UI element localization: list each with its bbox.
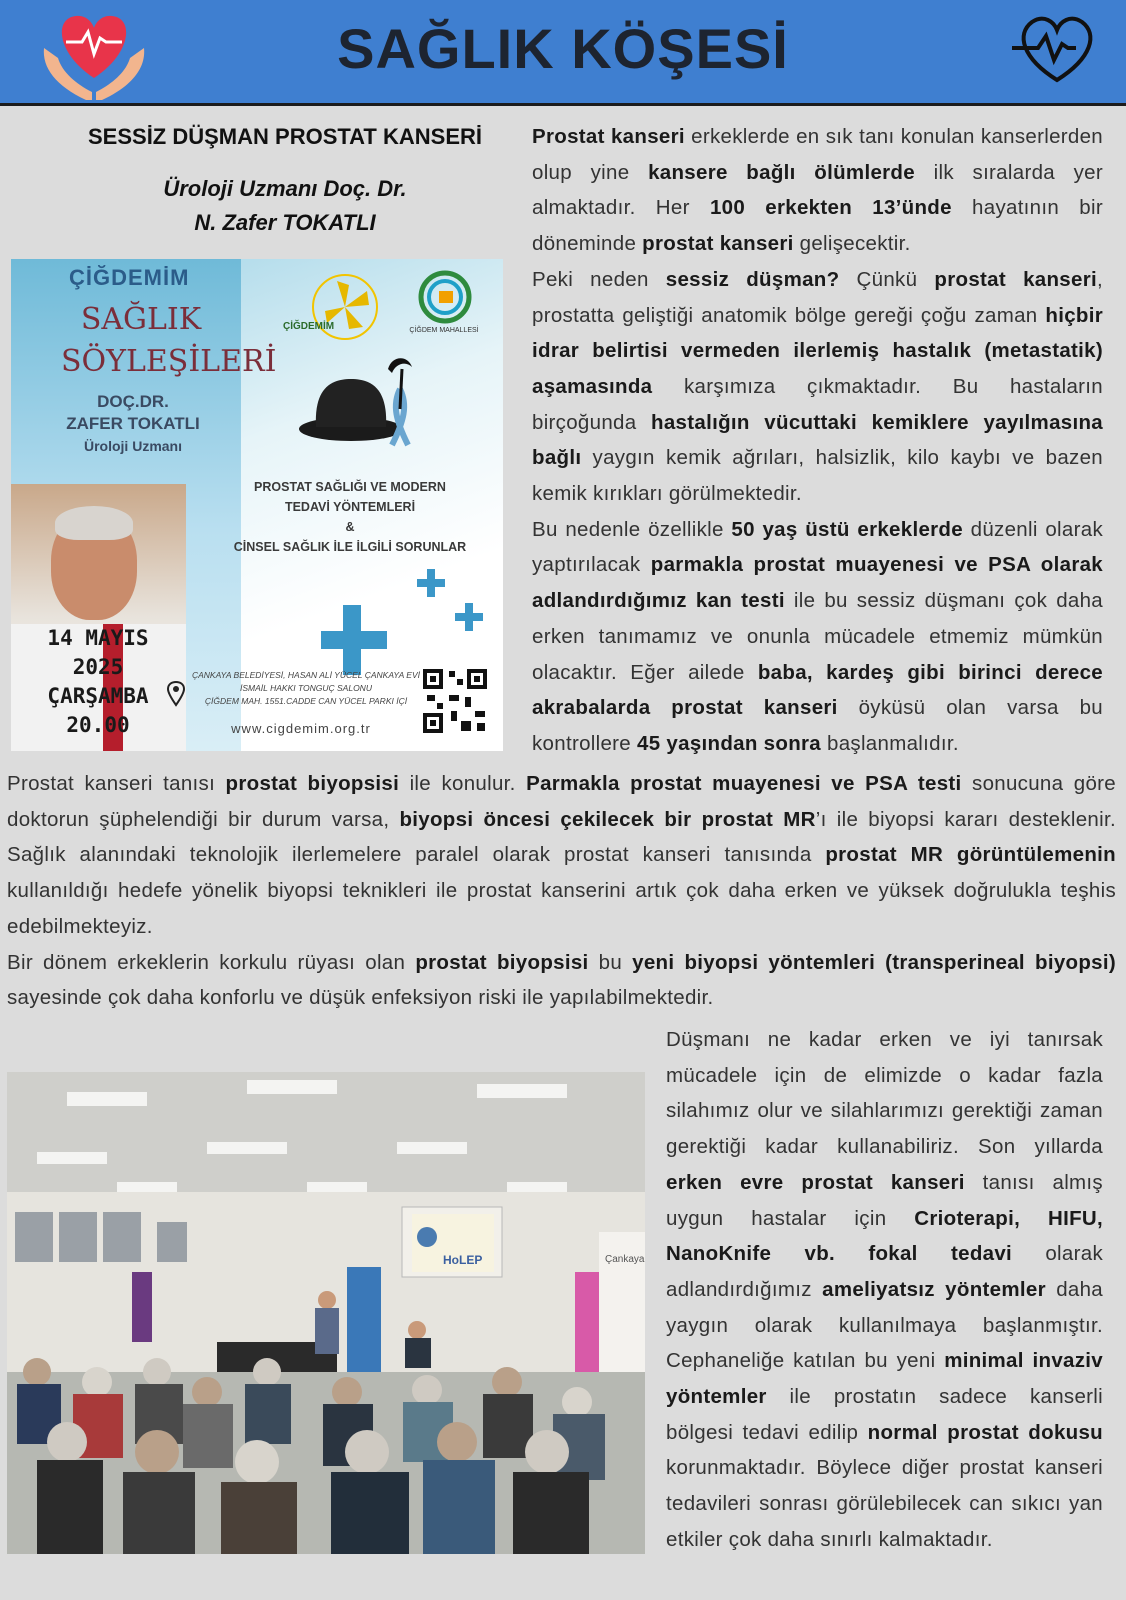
poster-speaker-role: Üroloji Uzmanı	[83, 438, 182, 454]
photo-hair	[55, 506, 133, 540]
author-title: Üroloji Uzmanı Doç. Dr.	[163, 176, 407, 201]
article-title: SESSİZ DÜŞMAN PROSTAT KANSERİ	[88, 124, 482, 149]
poster-topic-line1: PROSTAT SAĞLIĞI VE MODERN	[254, 480, 446, 494]
poster-series-line2: SÖYLEŞİLERİ	[61, 344, 277, 379]
location-pin-icon	[165, 681, 187, 707]
poster-venue-line3: ÇİĞDEM MAH. 1551.CADDE CAN YÜCEL PARKI İÇİ	[204, 696, 408, 706]
event-photo	[7, 1072, 645, 1554]
flower-icon	[283, 271, 383, 351]
heartbeat-heart-icon	[1012, 14, 1102, 86]
poster-topic-line2: TEDAVİ YÖNTEMLERİ	[284, 500, 416, 514]
poster-topic-amp: &	[345, 520, 355, 534]
poster-date-weekday: ÇARŞAMBA	[47, 684, 149, 708]
poster-topic	[225, 477, 475, 557]
poster-date	[13, 624, 183, 740]
cigdem-mahallesi-logo	[405, 269, 485, 349]
cigdem-mahallesi-label: ÇİĞDEM MAHALLESİ	[409, 327, 479, 334]
poster-speaker-title: DOÇ.DR.	[97, 392, 169, 411]
poster-series-line1: SAĞLIK	[80, 302, 202, 337]
diagnosis-section	[7, 766, 1116, 1016]
author-name: N. Zafer TOKATLI	[194, 210, 376, 235]
paragraph-6: Düşmanı ne kadar erken ve iyi tanırsak mücadele için de elimizde o kadar fazla silahımız olur ve silahlarımızı gerektiği zaman gerektiği kadar kullanabiliriz. Son yıllarda erken evre prostat kanseri tanısı almış uygun hastalar için Crioterapi, HIFU, NanoKnife vb. fokal tedavi olarak adlandırdığımız ameliyatsız yöntemler daha yaygın olarak kullanılmaya başlanmıştır. Cephaneliğe katılan bu yeni minimal invaziv yöntemler ile prostatın sadece kanserli bölgesi tedavi edilip normal prostat dokusu korunmaktadır. Böylece diğer prostat kanseri tedavileri sonrası görülebilecek can sıkıcı yan etkiler çok daha sınırlı kalmaktadır.	[666, 1028, 1103, 1551]
seminar-scene	[7, 1072, 645, 1554]
paragraph-1: Prostat kanseri erkeklerde en sık tanı konulan kanserlerden olup yine kansere bağlı ölümlerde ilk sıralarda yer almaktadır. Her 100 erkekten 13’ünde hayatının bir döneminde prostat kanseri gelişecektir.	[532, 125, 1104, 256]
cigdemim-logo	[283, 271, 383, 351]
qr-code-icon	[421, 667, 489, 735]
poster-date-time: 20.00	[66, 713, 130, 737]
header-band	[0, 0, 1126, 106]
poster-url: www.cigdemim.org.tr	[231, 721, 371, 736]
paragraph-4: Prostat kanseri tanısı prostat biyopsisi ile konulur. Parmakla prostat muayenesi ve PSA testi sonucuna göre doktorun şüphelendiği bir durum varsa, biyopsi öncesi çekilecek bir prostat MR’ı ile biyopsi kararı desteklenir. Sağlık alanındaki teknolojik ilerlemelere paralel olarak prostat kanseri tanısında prostat MR görüntülemenin kullanıldığı hedefe yönelik biyopsi teknikleri ile prostat kanserini artık çok daha erken ve yüksek doğrulukla teşhis edebilmekteyiz.	[7, 772, 1117, 938]
author-block	[20, 172, 550, 240]
neighborhood-icon	[405, 269, 485, 329]
poster-venue-line2: İSMAİL HAKKI TONGUÇ SALONU	[240, 683, 372, 693]
intro-column	[532, 119, 1103, 762]
screen-text: HoLEP	[443, 1253, 483, 1267]
poster-venue-line1: ÇANKAYA BELEDİYESİ, HASAN ALİ YÜCEL ÇANKAYA EVİ	[191, 670, 421, 680]
poster-series	[61, 299, 277, 383]
poster-date-day: 14 MAYIS	[47, 626, 149, 650]
cigdemim-logo-label: ÇİĞDEMİM	[283, 321, 335, 332]
paragraph-3: Bu nedenle özellikle 50 yaş üstü erkeklerde düzenli olarak yaptırılacak parmakla prostat muayenesi ve PSA olarak adlandırdığımız kan testi ile bu sessiz düşmanı çok daha erken tanımamız ve onunla mücadele etmemiz mümkün olacaktır. Eğer ailede baba, kardeş gibi birinci derece akrabalarda prostat kanseri öyküsü olan varsa bu kontrollere 45 yaşından sonra başlanmalıdır.	[532, 517, 1104, 755]
poster-speaker-name: ZAFER TOKATLI	[66, 414, 200, 433]
poster-venue	[191, 669, 421, 708]
poster-org: ÇİĞDEMİM	[69, 265, 190, 290]
event-poster	[11, 259, 503, 751]
bowler-hat-ribbon-icon	[296, 349, 426, 459]
banner-text: Çankaya	[605, 1254, 645, 1265]
poster-topic-line3: CİNSEL SAĞLIK İLE İLGİLİ SORUNLAR	[233, 540, 467, 554]
poster-date-year: 2025	[72, 655, 124, 679]
poster-speaker	[33, 391, 233, 457]
paragraph-2: Peki neden sessiz düşman? Çünkü prostat kanseri, prostatta geliştiği anatomik bölge gereği çoğu zaman hiçbir idrar belirtisi vermeden ilerlemiş hastalık (metastatik) aşamasında karşımıza çıkmaktadır. Bu hastaların birçoğunda hastalığın vücuttaki kemiklere yayılmasına bağlı yaygın kemik ağrıları, halsizlik, kilo kaybı ve bazen kemik kırıkları görülmektedir.	[532, 267, 1104, 506]
treatment-column	[666, 1022, 1103, 1558]
paragraph-5: Bir dönem erkeklerin korkulu rüyası olan prostat biyopsisi bu yeni biyopsi yöntemleri (transperineal biyopsi) sayesinde çok daha konforlu ve düşük enfeksiyon riski ile yapılabilmektedir.	[7, 950, 1117, 1010]
header-title: SAĞLIK KÖŞESİ	[337, 17, 789, 80]
plus-signs-icon	[321, 569, 491, 679]
